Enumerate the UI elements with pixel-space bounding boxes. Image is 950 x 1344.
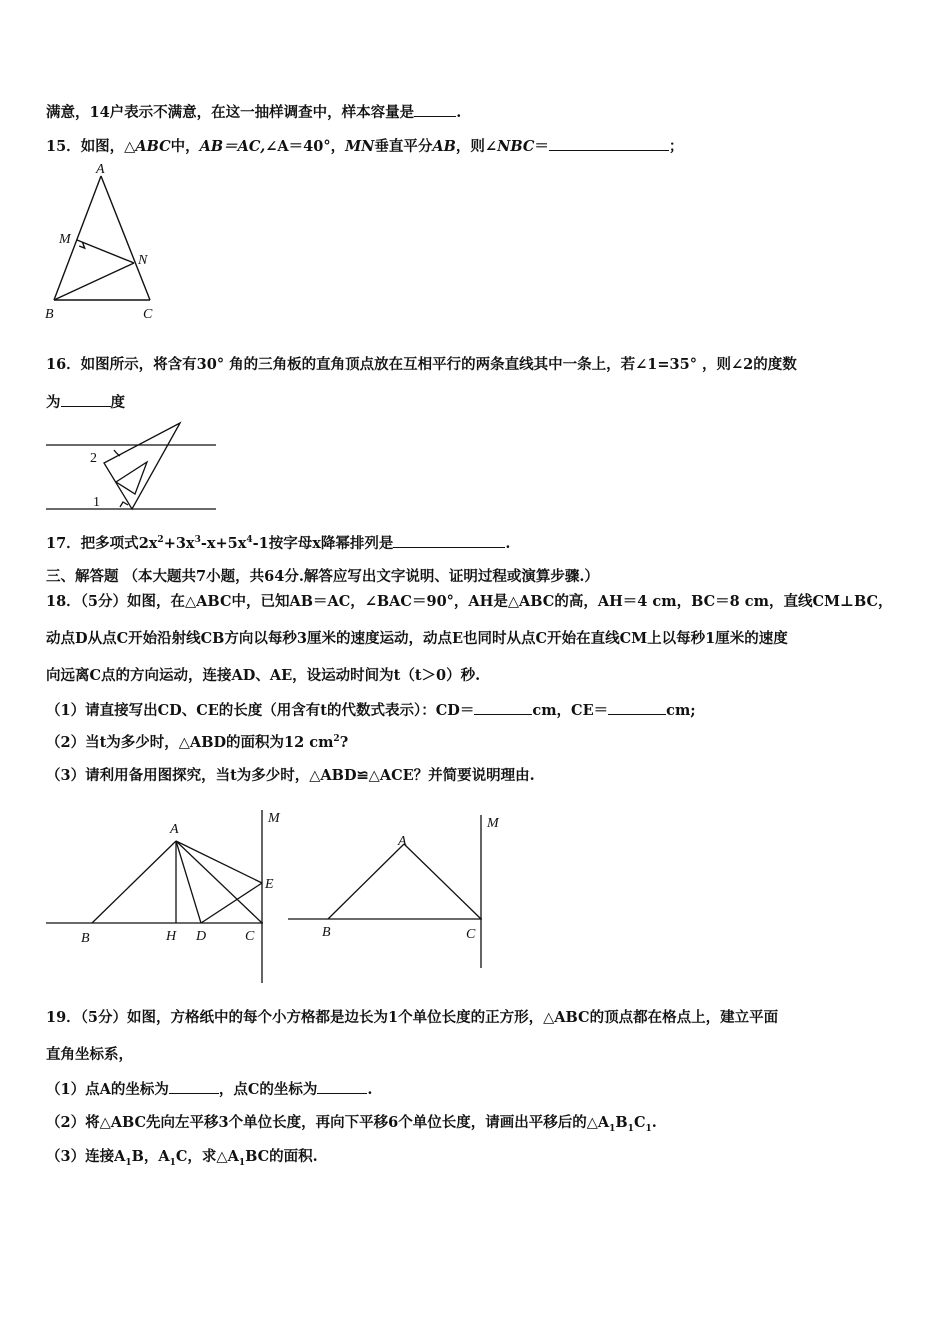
q19-part1 (46, 1079, 372, 1100)
q19-p1-mid: ，点C的坐标为 (218, 1081, 318, 1098)
q15-perp: 垂直平分 (374, 138, 433, 155)
q18-line3 (46, 666, 480, 686)
fig1-label-B: B (81, 931, 90, 946)
q18-text-2: 动点D从点C开始沿射线CB方向以每秒3厘米的速度运动，动点E也同时从点C开始在直线CM上以每秒1厘米的速度 (46, 630, 788, 647)
q19-p2-sub3: 1 (645, 1123, 652, 1134)
label-A: A (96, 162, 105, 177)
q19-p1-pre: （1）点A的坐标为 (46, 1081, 169, 1098)
fig2-label-M: M (487, 816, 499, 831)
q19-text-1: 19．（5分）如图，方格纸中的每个小方格都是边长为1个单位长度的正方形，△ABC的顶点都在格点上，建立平面 (46, 1009, 779, 1026)
q15-ask: ，则∠ (455, 138, 498, 155)
q18-part2 (46, 733, 348, 753)
q19-part3 (46, 1147, 318, 1167)
q19-p2-c: C (633, 1114, 646, 1131)
q19-part2 (46, 1113, 657, 1133)
q17-pre: 17．把多项式 (46, 535, 139, 552)
q18-p2-pre: （2）当t为多少时，△ABD的面积为12 cm (46, 734, 334, 751)
fig1-label-C: C (245, 929, 255, 944)
label-B: B (45, 307, 54, 322)
q15-end: ； (668, 138, 684, 155)
poly-term-a: 2x (138, 535, 158, 552)
q18-line2 (46, 629, 788, 649)
fig2-label-C: C (466, 927, 476, 942)
fig1-label-D: D (196, 929, 207, 944)
q16-text: 16．如图所示，将含有30° 角的三角板的直角顶点放在互相平行的两条直线其中一条上，若∠1=35° ，则∠2的度数 (46, 356, 797, 373)
q17-end: . (505, 535, 511, 552)
q15-eq: ＝ (534, 138, 549, 155)
q18-text-1: 18．（5分）如图，在△ABC中，已知AB＝AC，∠BAC＝90°，AH是△ABC的高，AH＝4 cm，BC＝8 cm，直线CM⊥BC， (46, 593, 893, 610)
poly-exp-1: 2 (157, 535, 164, 546)
q19-p3-end: BC的面积. (245, 1148, 318, 1165)
q19-p2-b: B (615, 1114, 628, 1131)
q17-answer-blank[interactable] (393, 533, 505, 548)
q18-p3-text: （3）请利用备用图探究，当t为多少时，△ABD≌△ACE？并简要说明理由. (46, 767, 535, 784)
q19-text-2: 直角坐标系， (46, 1046, 133, 1063)
poly-term-d: -1 (252, 535, 269, 552)
q19-p2-sub1: 1 (609, 1123, 616, 1134)
angle-2-label: 2 (90, 451, 97, 466)
q15-angle: ∠A＝40°， (265, 138, 346, 155)
label-C: C (143, 307, 153, 322)
q17-question (46, 533, 510, 554)
cd-answer-blank[interactable] (474, 700, 532, 715)
poly-term-c: -x+5x (200, 535, 247, 552)
section-3-text: 三、解答题 （本大题共7小题，共64分.解答应写出文字说明、证明过程或演算步骤.） (46, 568, 599, 585)
q15-cond: AB＝AC, (199, 138, 266, 155)
q18-p1-end: cm; (666, 702, 696, 719)
fig1-label-E: E (265, 877, 274, 892)
q15-ab: AB (432, 138, 456, 155)
q19-p2-pre: （2）将△ABC先向左平移3个单位长度，再向下平移6个单位长度，请画出平移后的△A (46, 1114, 610, 1131)
q15-nbc: NBC (497, 138, 535, 155)
q19-p3-sub2: 1 (169, 1157, 176, 1168)
q19-p3-sub3: 1 (238, 1157, 246, 1168)
q14-end: . (456, 104, 462, 121)
q15-abc: ABC (135, 138, 171, 155)
q16-line1 (46, 355, 797, 375)
q18-text-3: 向远离C点的方向运动，连接AD、AE，设运动时间为t（t＞0）秒. (46, 667, 481, 684)
fig2-label-A: A (398, 834, 407, 849)
q18-line1 (46, 592, 893, 612)
q19-p3-sub1: 1 (125, 1157, 132, 1168)
q19-p3-pre: （3）连接A (46, 1148, 126, 1165)
poly-term-b: +3x (163, 535, 195, 552)
q18-figure-spare (288, 810, 518, 975)
q18-p2-sup: 2 (333, 734, 340, 745)
q18-part3 (46, 766, 535, 786)
q16-post: 度 (110, 394, 125, 411)
q14-tail-line (46, 102, 461, 123)
fig1-label-H: H (166, 929, 177, 944)
label-N: N (138, 253, 148, 268)
q18-part1 (46, 700, 696, 721)
q16-figure (46, 418, 216, 513)
q17-post: 按字母x降幂排列是 (268, 535, 394, 552)
poly-exp-2: 3 (194, 535, 201, 546)
q14-answer-blank[interactable] (414, 102, 456, 117)
q18-p1-mid: cm，CE＝ (532, 702, 609, 719)
coord-c-blank[interactable] (317, 1079, 367, 1094)
q18-p1-pre: （1）请直接写出CD、CE的长度（用含有t的代数式表示）：CD＝ (46, 702, 475, 719)
label-M: M (59, 232, 71, 247)
coord-a-blank[interactable] (169, 1079, 219, 1094)
q15-pre: 如图，△ (80, 138, 136, 155)
q15-figure (40, 160, 170, 325)
q15-mid: 中， (170, 138, 200, 155)
q19-p2-end: . (651, 1114, 657, 1131)
q19-line1 (46, 1008, 778, 1028)
q15-question (46, 136, 683, 157)
q18-figure-main (46, 805, 286, 985)
q16-line2 (46, 392, 125, 413)
section-3-heading (46, 567, 599, 587)
angle-1-label: 1 (93, 495, 100, 510)
q19-line2 (46, 1045, 133, 1065)
fig1-label-M: M (268, 811, 280, 826)
ce-answer-blank[interactable] (608, 700, 666, 715)
q15-mn: MN (345, 138, 375, 155)
q16-answer-blank[interactable] (61, 392, 111, 407)
fig1-label-A: A (170, 822, 179, 837)
q18-p2-end: ? (339, 734, 349, 751)
q14-text: 满意，14户表示不满意，在这一抽样调查中，样本容量是 (46, 104, 415, 121)
q19-p2-sub2: 1 (627, 1123, 634, 1134)
q19-p1-end: . (367, 1081, 373, 1098)
q15-answer-blank[interactable] (549, 136, 669, 151)
q16-pre: 为 (46, 394, 61, 411)
q15-number: 15． (46, 138, 81, 155)
fig2-label-B: B (322, 925, 331, 940)
q19-p3-c: C，求△A (175, 1148, 239, 1165)
poly-exp-3: 4 (246, 535, 253, 546)
q19-p3-b: B，A (131, 1148, 170, 1165)
